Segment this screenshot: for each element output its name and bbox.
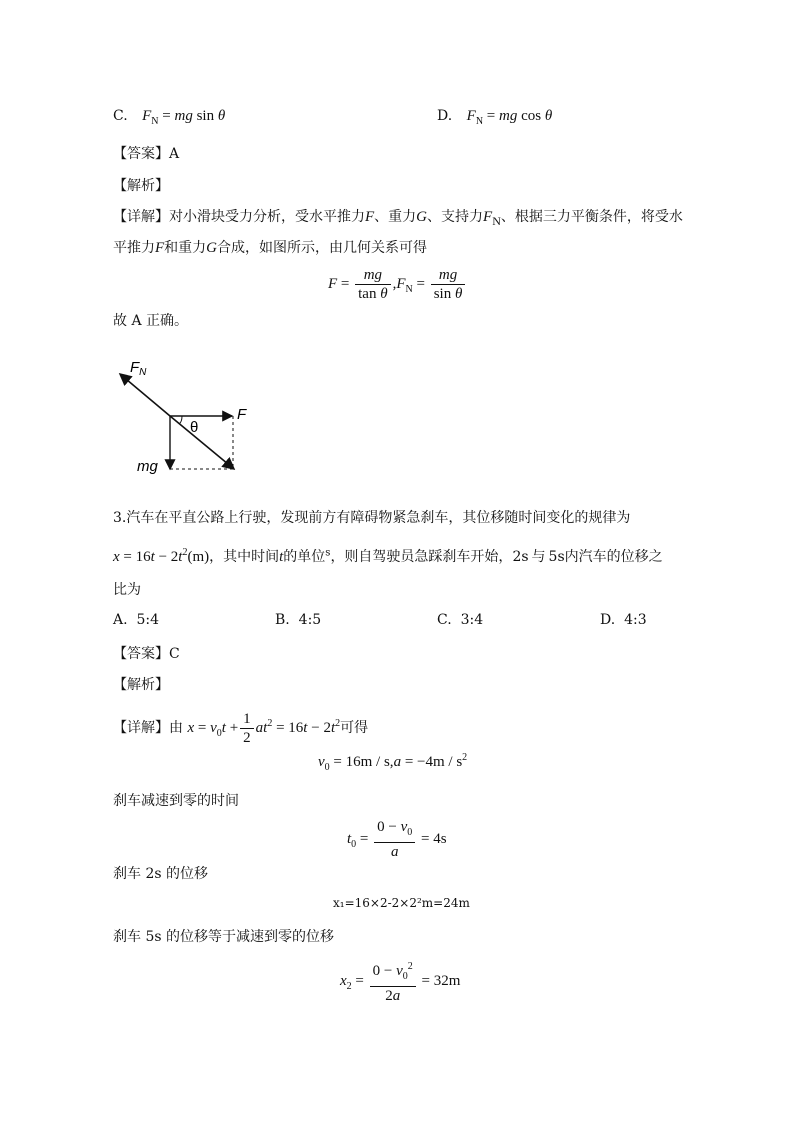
force-diagram [110,352,270,477]
q3-detail-line [113,710,368,747]
time-5s: 5s [548,549,565,565]
stem-text: ，则自驾驶员急踩刹车开始， [330,549,513,565]
symbol-F: F [365,209,375,225]
option-c [113,108,225,127]
q3-option-c: C. 3:4 [437,612,484,628]
unit-s: s [325,547,331,559]
answer-value: C [169,646,180,662]
label-fn: $F_N$ [130,359,147,378]
initial-conditions: $v_0 = 16m / s,a = -4m / s^2$ [318,752,468,773]
detail-text: 、支持力 [427,209,484,225]
detail-label: 【详解】 [113,719,169,736]
detail-text: 、重力 [374,209,417,225]
detail-text: 由 [169,719,183,736]
brake-time-text: 刹车减速到零的时间 [113,793,239,809]
detail-text: 可得 [340,719,369,736]
q3-analysis-label [113,675,169,695]
analysis-label: 【解析】 [113,677,169,693]
q3-stem-line-3 [113,580,141,600]
option-d-formula: $F_N$ = mg cos θ [466,108,553,127]
symbol-FN: $F_N$ [483,209,501,228]
stem-text: 与 [531,549,546,565]
brake-5s-text: 刹车 5s 的位移等于减速到零的位移 [113,929,334,945]
conclusion-text: 故 A 正确。 [113,313,189,329]
displacement-formula: $x = 16t - 2t^2(m)$ [113,547,210,565]
answer-label: 【答案】 [113,146,169,162]
option-c-formula: $F_N$ = mg sin θ [142,108,226,127]
detail-text: 合成，如图所示，由几何关系可得 [217,240,428,256]
label-f: F [237,406,247,423]
equation-force-balance: F = $\frac{mg}{\text{tan θ}}$ $,F_N$ = $\frac{mg}{\text{sin θ}}$ [328,266,467,303]
label-theta: θ [190,419,199,436]
answer-value: A [169,146,180,162]
option-c-label: C. [113,108,128,124]
brake-2s-text: 刹车 2s 的位移 [113,866,208,882]
answer-label: 【答案】 [113,646,169,662]
q3-stem-line-1 [113,508,630,528]
analysis-label: 【解析】 [113,178,169,194]
q3-option-a: A. 5:4 [113,612,159,628]
option-d-label: D. [437,108,453,124]
detail-label: 【详解】 [113,209,169,225]
detail-text: 、根据三力平衡条件，将受水 [500,209,683,225]
symbol-F: F [155,240,165,256]
q2-answer [113,144,179,164]
q3-stem-line-2: $x = 16t - 2t^2(m)$，其中时间t的单位$^s$，则自驾驶员急踩刹车开始，2s 与 5s内汽车的位移之 [113,547,663,565]
option-d [437,108,552,127]
q2-detail-line-1 [113,207,683,231]
detail-text: 平推力 [113,240,155,256]
q3-option-b: B. 4:5 [275,612,322,628]
stem-text: 3.汽车在平直公路上行驶，发现前方有障碍物紧急刹车，其位移随时间变化的规律为 [113,510,631,526]
q2-detail-line-2 [113,238,427,258]
fn-arrow [120,374,170,416]
q2-conclusion [113,311,188,331]
label-mg: mg [137,458,158,475]
stem-text: 的单位 [283,549,326,565]
kinematics-formula: $x = v_0t$ + $\frac{1}{2}$ $at^2 = 16t - 2t^2$ [187,711,341,746]
symbol-G: G [416,209,428,225]
q3-option-d: D. 4:3 [600,612,647,628]
stem-text: ，其中时间 [209,549,280,565]
q3-answer [113,644,180,664]
q2-analysis-label [113,176,169,196]
stem-text: 比为 [113,582,141,598]
x2-equation: $x_2$ = $\frac{0 - v_0^2}{2a}$ = 32m [340,958,460,1005]
detail-text: 对小滑块受力分析，受水平推力 [169,209,365,225]
brake-time-equation: $t_0$ = $\frac{0 - v_0}{a}$ = 4s [347,819,447,860]
symbol-G: G [206,240,218,256]
stem-text: 内汽车的位移之 [564,549,663,565]
x1-equation: x₁=16×2-2×2²m=24m [333,896,470,910]
detail-text: 和重力 [164,240,207,256]
time-2s: 2s [512,549,529,565]
